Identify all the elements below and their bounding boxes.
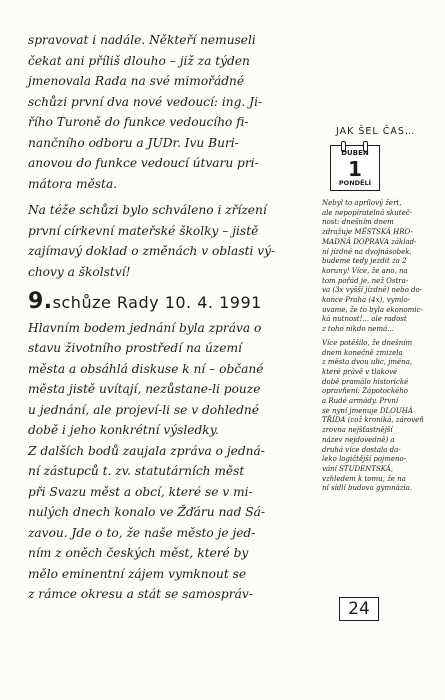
text-line: jmenovala Rada na své mimořádné [28, 74, 245, 88]
text-line: města a obsáhlá diskuse k ní – občané [28, 361, 264, 376]
sidebar-line: budeme tedy jezdit za 2 [322, 257, 407, 266]
calendar-day: 1 [348, 157, 362, 181]
text-line: mělo eminentní zájem vymknout se [28, 566, 247, 581]
sidebar-title: JAK ŠEL ČAS… [336, 126, 416, 137]
heading-number: 9. [28, 289, 53, 314]
text-line: zavou. Jde o to, že naše město je jed- [28, 525, 256, 540]
text-line: čekat ani příliš dlouho – již za týden [28, 53, 250, 68]
paragraph-1 [28, 30, 320, 194]
paragraph-2 [28, 200, 320, 282]
sidebar-line: leko logičtější pojmeno- [322, 455, 407, 464]
text-line: Z dalších bodů zaujala zpráva o jedná- [28, 443, 265, 458]
sidebar-text [322, 199, 438, 494]
sidebar-line: z toho nikdo nemá... [322, 325, 394, 334]
sidebar-line: ní sídlí budova gymnázia. [322, 484, 413, 493]
text-line: města jistě uvítají, nezůstane-li pouze [28, 382, 261, 396]
sidebar-line: Více potěšilo, že dnešním [322, 338, 413, 347]
text-line: schůzi první dva nové vedoucí: ing. Ji- [28, 94, 263, 109]
sidebar-line: opravňení: Zápotockého [322, 387, 408, 396]
text-line: nulých dnech konalo ve Žďáru nad Sá- [28, 505, 265, 519]
text-line: řího Turoně do funkce vedoucího fi- [28, 115, 249, 129]
sidebar-line: době pramálo historické [322, 377, 409, 386]
text-line: Na téže schůzi bylo schváleno i zřízení [28, 203, 267, 217]
sidebar-line: se nyní jmenuje DLOUHÁ [322, 406, 413, 415]
page-number: 24 [339, 597, 379, 621]
text-line: chovy a školství! [28, 264, 131, 279]
sidebar-line: ale nepopíratelná skuteč- [322, 208, 413, 217]
sidebar-line: dnem konečně zmizela [322, 348, 403, 357]
text-line: spravovat i nadále. Někteří nemuseli [28, 33, 256, 47]
sidebar-line: tom pořád je, než Ostra- [322, 276, 409, 285]
text-line: při Svazu měst a obcí, které se v mi- [28, 484, 253, 499]
sidebar-line: vzhledem k tomu, že na [322, 474, 406, 483]
section-heading [28, 289, 320, 314]
text-line: u jednání, ale projeví-li se v dohledné [28, 402, 259, 417]
sidebar-line: a Rudé armády. První [322, 397, 399, 406]
sidebar-line: které právě v tlakové [322, 367, 398, 376]
sidebar-line: z města dvou ulic, jména, [322, 358, 413, 367]
sidebar-line: koruny! Více, že ano, na [322, 266, 408, 275]
sidebar-line: TŘÍDA (což kroniká, zároveň [322, 416, 424, 425]
text-line: první církevní mateřské školky – jistě [28, 223, 259, 238]
sidebar-line: Nebyl to aprílový žert, [322, 199, 402, 207]
sidebar-line: název nejdovedně) a [322, 435, 395, 444]
sidebar-paragraph-1 [322, 199, 438, 335]
sidebar-line: uvame, že to byla ekonomic- [322, 305, 423, 314]
text-line: zajímavý doklad o změnách v oblasti vý- [28, 244, 276, 258]
text-line: době i jeho konkrétní výsledky. [28, 423, 219, 437]
sidebar-line: vání STUDENTSKÁ, [322, 464, 394, 473]
text-line: anovou do funkce vedoucí útvaru pri- [28, 156, 259, 170]
calendar-weekday: PONDĚLÍ [338, 179, 372, 187]
sidebar-line: zdražuje MĚSTSKÁ HRO- [322, 228, 413, 237]
sidebar-line: konce Praha (4x), vymlo- [322, 296, 411, 305]
text-line: Hlavním bodem jednání byla zpráva o [28, 320, 262, 335]
sidebar-line: va (3x vyšší jízdné) nebo do- [322, 286, 423, 295]
sidebar-line: nost: dnešním dnem [322, 218, 394, 227]
sidebar-line: MADNÁ DOPRAVA základ- [322, 237, 417, 246]
text-line: stavu životního prostředí na území [28, 341, 242, 355]
calendar-icon [330, 145, 380, 191]
calendar-month: DUBEN [341, 149, 369, 157]
sidebar-line: zrovna nejšťastnější [322, 426, 393, 435]
text-line: mátora města. [28, 176, 118, 191]
sidebar-line: druhá více dostala da- [322, 445, 401, 454]
paragraph-3 [28, 318, 320, 441]
sidebar-column [322, 126, 442, 494]
heading-text: schůze Rady 10. 4. 1991 [52, 293, 262, 312]
sidebar-line: ká nutnost!... ale radost [322, 315, 407, 324]
sidebar-paragraph-2 [322, 339, 438, 494]
text-line: ním z oněch českých měst, které by [28, 546, 249, 560]
main-column [28, 30, 320, 605]
sidebar-line: ní jízdné na dvojnásobek, [322, 247, 412, 256]
text-line: nančního odboru a JUDr. Ivu Buri- [28, 135, 239, 150]
paragraph-4 [28, 441, 320, 605]
text-line: z rámce okresu a stát se samospráv- [28, 587, 253, 601]
text-line: ní zástupců t. zv. statutárních měst [28, 464, 245, 478]
